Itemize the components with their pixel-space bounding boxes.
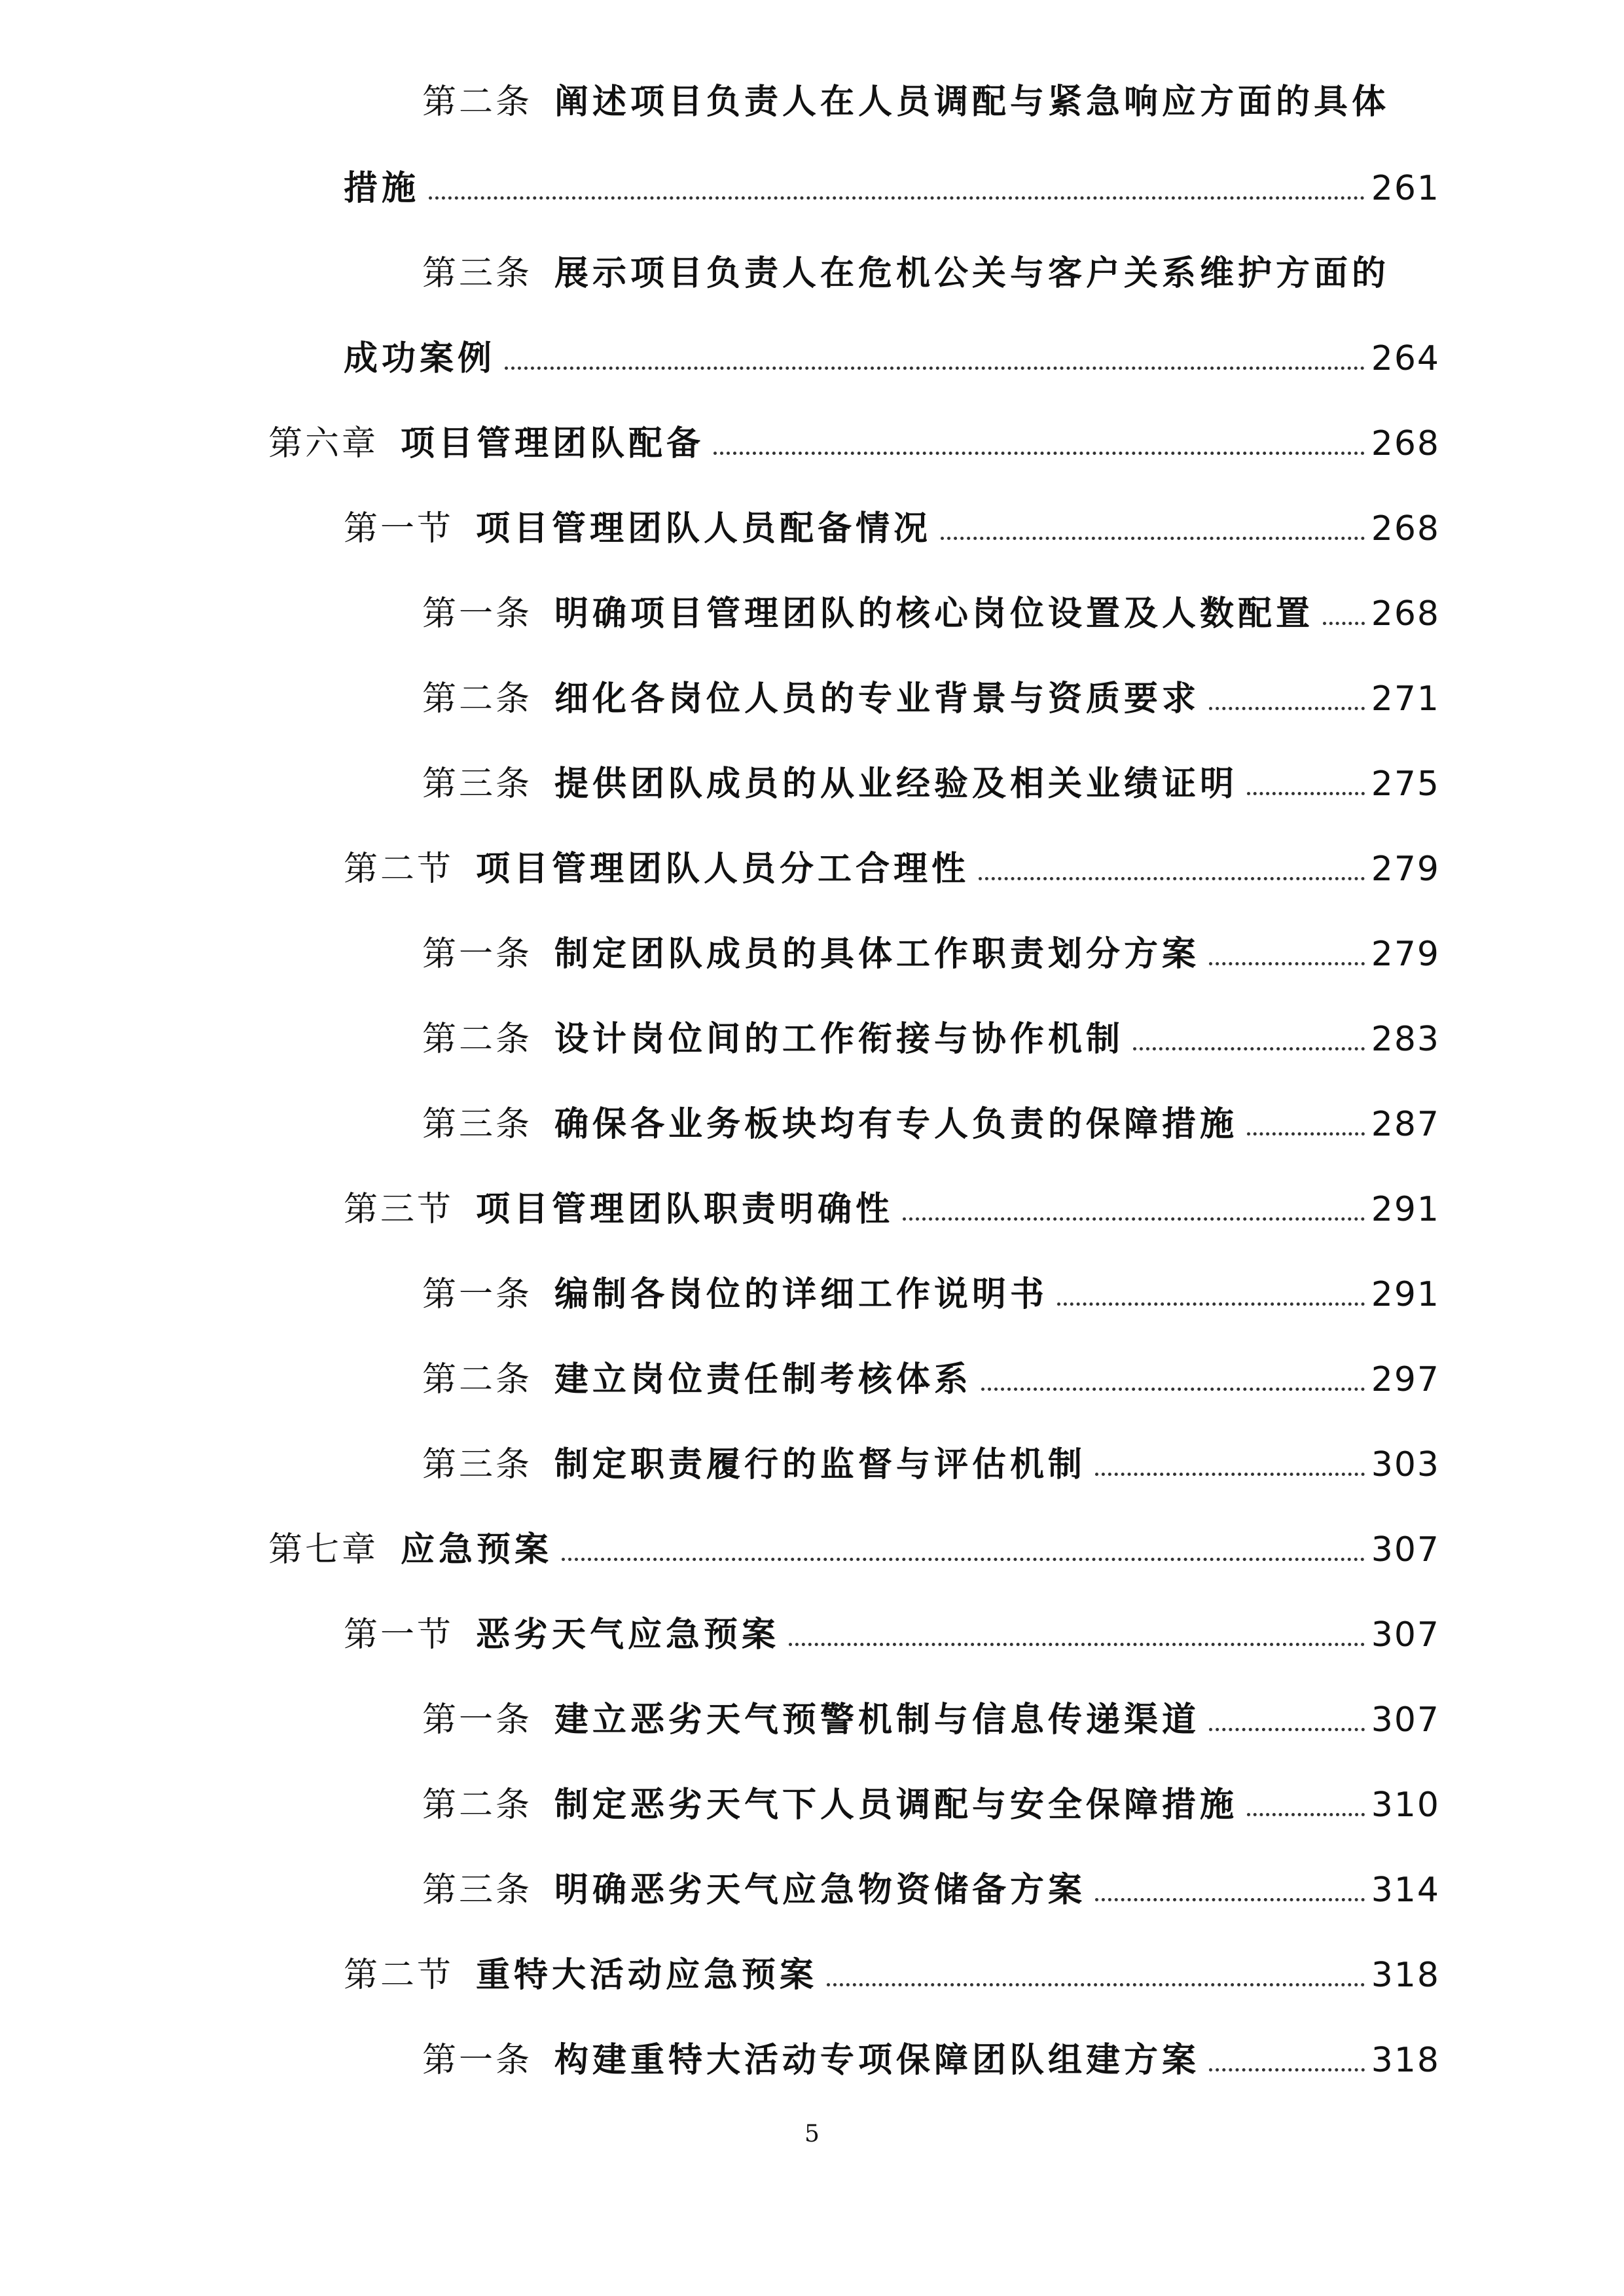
toc-title: 建立恶劣天气预警机制与信息传递渠道 — [554, 1700, 1200, 1740]
toc-page-number: 283 — [1371, 1020, 1440, 1059]
dot-leader — [979, 877, 1365, 880]
toc-label: 第三节 — [344, 1190, 454, 1229]
toc-page-number: 279 — [1371, 935, 1440, 974]
dot-leader — [903, 1217, 1365, 1221]
toc-title: 项目管理团队职责明确性 — [476, 1189, 894, 1229]
toc-entry-article[interactable] — [422, 82, 1440, 122]
toc-title: 项目管理团队配备 — [401, 423, 705, 463]
dot-leader — [981, 1388, 1365, 1391]
toc-entry-section[interactable] — [344, 1615, 1440, 1655]
toc-label: 第二节 — [344, 850, 454, 889]
toc-page-number: 291 — [1371, 1190, 1440, 1229]
toc-title: 明确项目管理团队的核心岗位设置及人数配置 — [554, 594, 1314, 634]
toc-label: 第一节 — [344, 1615, 454, 1655]
toc-page-number: 268 — [1371, 424, 1440, 463]
toc-title: 制定职责履行的监督与评估机制 — [554, 1444, 1087, 1484]
toc-title-continuation: 措施 — [344, 168, 420, 208]
dot-leader — [1247, 1813, 1365, 1816]
toc-label: 第三条 — [422, 1445, 533, 1484]
toc-page-number: 303 — [1371, 1445, 1440, 1484]
dot-leader — [713, 452, 1365, 455]
toc-title: 构建重特大活动专项保障团队组建方案 — [554, 2040, 1200, 2080]
toc-page-number: 307 — [1371, 1615, 1440, 1655]
toc-label: 第二节 — [344, 1956, 454, 1995]
toc-page-number: 297 — [1371, 1360, 1440, 1399]
toc-entry-article[interactable] — [422, 2040, 1440, 2080]
toc-label: 第一条 — [422, 594, 533, 634]
toc-entry-article[interactable] — [422, 1700, 1440, 1740]
toc-entry-article[interactable] — [422, 594, 1440, 634]
toc-label: 第一条 — [422, 1700, 533, 1740]
toc-label: 第二条 — [422, 1020, 533, 1059]
toc-label: 第三条 — [422, 1105, 533, 1144]
toc-label: 第二条 — [422, 82, 533, 122]
toc-page-number: 261 — [1371, 169, 1440, 208]
toc-entry-continuation[interactable] — [344, 168, 1440, 208]
toc-page-number: 287 — [1371, 1105, 1440, 1144]
toc-label: 第二条 — [422, 679, 533, 719]
toc-page-number: 268 — [1371, 594, 1440, 634]
toc-entry-article[interactable] — [422, 679, 1440, 719]
toc-entry-article[interactable] — [422, 1785, 1440, 1825]
toc-title: 项目管理团队人员分工合理性 — [476, 849, 970, 889]
dot-leader — [1209, 962, 1365, 965]
toc-title: 恶劣天气应急预案 — [476, 1615, 780, 1655]
toc-title-continuation: 成功案例 — [344, 338, 496, 378]
toc-entry-article[interactable] — [422, 253, 1440, 293]
toc-title: 展示项目负责人在危机公关与客户关系维护方面的 — [554, 253, 1390, 293]
toc-page-number: 314 — [1371, 1871, 1440, 1910]
toc-entry-section[interactable] — [344, 1189, 1440, 1229]
toc-entry-article[interactable] — [422, 1444, 1440, 1484]
toc-label: 第三条 — [422, 764, 533, 804]
toc-entry-chapter[interactable] — [268, 1530, 1440, 1570]
toc-title: 细化各岗位人员的专业背景与资质要求 — [554, 679, 1200, 719]
toc-label: 第二条 — [422, 1360, 533, 1399]
toc-entry-article[interactable] — [422, 1359, 1440, 1399]
dot-leader — [1209, 707, 1365, 710]
toc-title: 制定恶劣天气下人员调配与安全保障措施 — [554, 1785, 1238, 1825]
toc-title: 明确恶劣天气应急物资储备方案 — [554, 1870, 1087, 1910]
toc-page-number: 310 — [1371, 1785, 1440, 1825]
dot-leader — [1095, 1898, 1365, 1901]
toc-title: 确保各业务板块均有专人负责的保障措施 — [554, 1104, 1238, 1144]
dot-leader — [1209, 1728, 1365, 1731]
toc-title: 设计岗位间的工作衔接与协作机制 — [554, 1019, 1125, 1059]
toc-entry-article[interactable] — [422, 1104, 1440, 1144]
page-number: 5 — [804, 2121, 820, 2147]
dot-leader — [1323, 622, 1365, 625]
toc-title: 阐述项目负责人在人员调配与紧急响应方面的具体 — [554, 82, 1390, 122]
toc-page-number: 279 — [1371, 850, 1440, 889]
dot-leader — [562, 1558, 1365, 1561]
toc-entry-article[interactable] — [422, 764, 1440, 804]
toc-entry-section[interactable] — [344, 849, 1440, 889]
toc-title: 重特大活动应急预案 — [476, 1955, 818, 1995]
dot-leader — [941, 537, 1365, 540]
toc-entry-section[interactable] — [344, 509, 1440, 548]
toc-entry-article[interactable] — [422, 934, 1440, 974]
dot-leader — [1247, 792, 1365, 795]
dot-leader — [789, 1643, 1365, 1646]
toc-title: 提供团队成员的从业经验及相关业绩证明 — [554, 764, 1238, 804]
toc-entry-continuation[interactable] — [344, 338, 1440, 378]
dot-leader — [827, 1983, 1365, 1986]
toc-page-number: 275 — [1371, 764, 1440, 804]
toc-entry-article[interactable] — [422, 1274, 1440, 1314]
toc-label: 第一条 — [422, 1275, 533, 1314]
toc-entry-section[interactable] — [344, 1955, 1440, 1995]
toc-entry-article[interactable] — [422, 1019, 1440, 1059]
toc-label: 第一条 — [422, 2041, 533, 2080]
toc-title: 应急预案 — [401, 1530, 553, 1570]
toc-page-number: 268 — [1371, 509, 1440, 548]
toc-page-number: 307 — [1371, 1530, 1440, 1570]
dot-leader — [1247, 1132, 1365, 1136]
toc-title: 项目管理团队人员配备情况 — [476, 509, 932, 548]
toc-page-number: 307 — [1371, 1700, 1440, 1740]
toc-page-number: 318 — [1371, 2041, 1440, 2080]
dot-leader — [1133, 1047, 1365, 1050]
toc-label: 第七章 — [268, 1530, 379, 1570]
toc-title: 制定团队成员的具体工作职责划分方案 — [554, 934, 1200, 974]
toc-title: 建立岗位责任制考核体系 — [554, 1359, 973, 1399]
toc-page-number: 291 — [1371, 1275, 1440, 1314]
dot-leader — [1095, 1473, 1365, 1476]
toc-page-number: 318 — [1371, 1956, 1440, 1995]
dot-leader — [505, 367, 1365, 370]
dot-leader — [429, 196, 1365, 200]
toc-label: 第三条 — [422, 254, 533, 293]
toc-entry-chapter[interactable] — [268, 423, 1440, 463]
toc-label: 第六章 — [268, 424, 379, 463]
toc-title: 编制各岗位的详细工作说明书 — [554, 1274, 1049, 1314]
toc-label: 第三条 — [422, 1871, 533, 1910]
dot-leader — [1057, 1302, 1365, 1306]
toc-page-number: 271 — [1371, 679, 1440, 719]
dot-leader — [1209, 2068, 1365, 2072]
toc-entry-article[interactable] — [422, 1870, 1440, 1910]
toc-label: 第一节 — [344, 509, 454, 548]
toc-label: 第一条 — [422, 935, 533, 974]
toc-page-number: 264 — [1371, 339, 1440, 378]
toc-label: 第二条 — [422, 1785, 533, 1825]
